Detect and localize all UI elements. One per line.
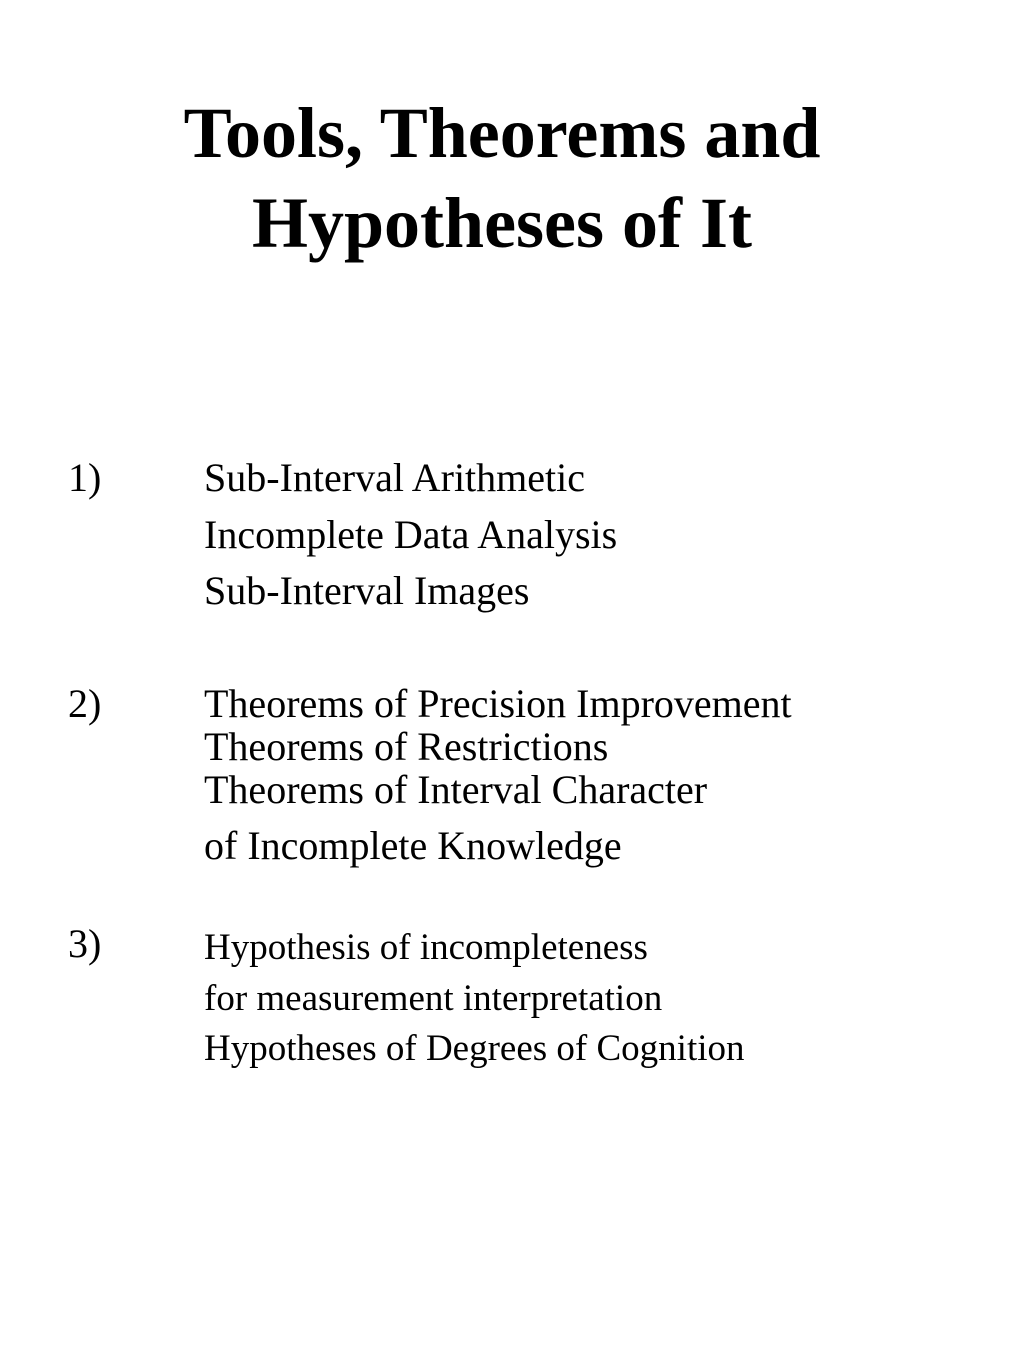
section-line: Incomplete Data Analysis bbox=[204, 512, 618, 557]
section-line: of Incomplete Knowledge bbox=[204, 823, 622, 868]
section-line: Hypothesis of incompleteness bbox=[204, 927, 648, 968]
section-line: Sub-Interval Images bbox=[204, 568, 530, 613]
section-number: 3) bbox=[68, 921, 102, 966]
slide-title bbox=[0, 88, 1004, 268]
section-line: Theorems of Restrictions bbox=[204, 724, 609, 769]
section-number: 2) bbox=[68, 681, 102, 726]
section-line: Hypotheses of Degrees of Cognition bbox=[204, 1028, 745, 1069]
section-number: 1) bbox=[68, 455, 102, 500]
title-line-1: Tools, Theorems and bbox=[183, 93, 821, 173]
section-line: Sub-Interval Arithmetic bbox=[204, 455, 586, 500]
section-line: Theorems of Interval Character bbox=[204, 767, 708, 812]
section-line: Theorems of Precision Improvement bbox=[204, 681, 792, 726]
section-line: for measurement interpretation bbox=[204, 978, 663, 1019]
title-line-2: Hypotheses of It bbox=[252, 183, 752, 263]
